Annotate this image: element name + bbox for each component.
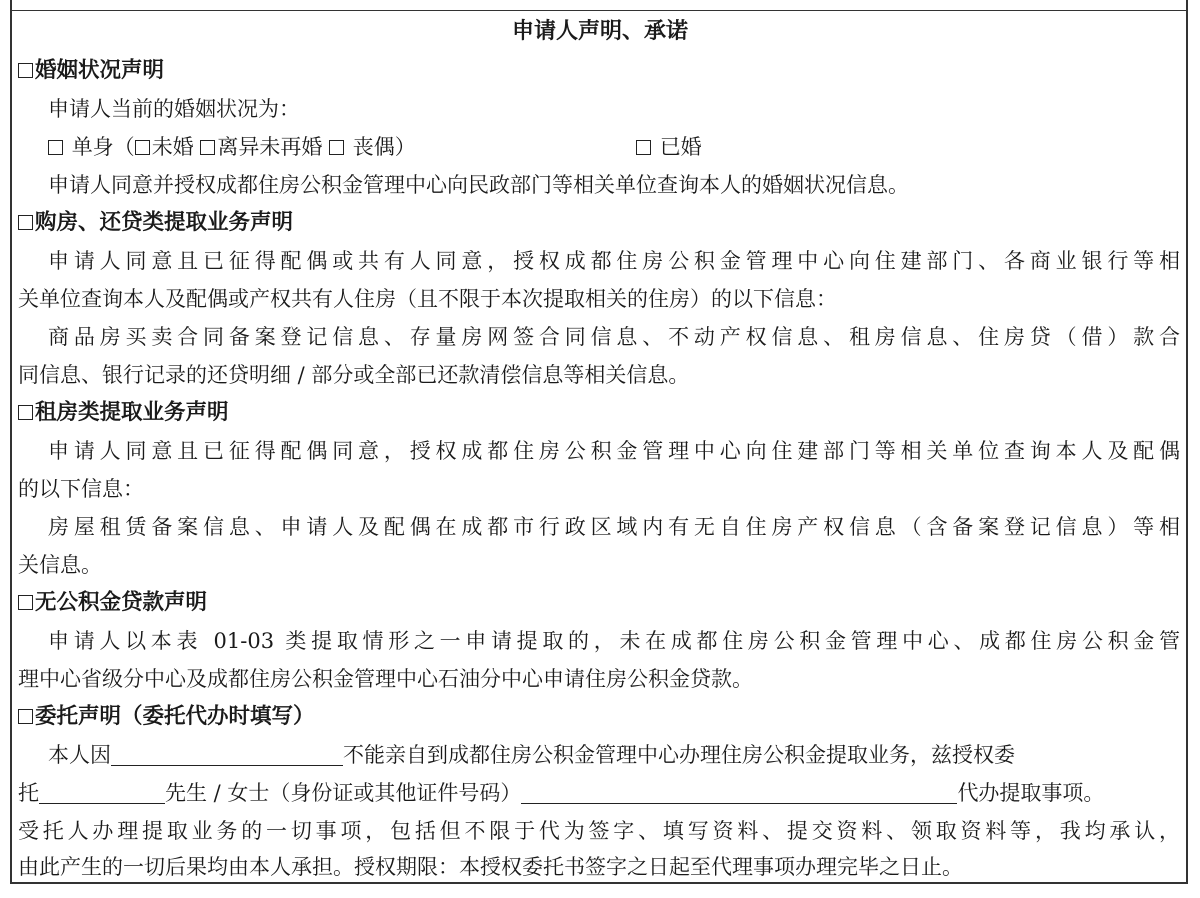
marriage-checkbox[interactable] xyxy=(18,63,33,78)
proxy-entrust-label: 托 xyxy=(18,781,39,805)
proxy-text-3: 受托人办理提取业务的一切事项，包括但不限于代为签字、填写资料、提交资料、领取资料等，我均承认， xyxy=(18,819,1180,843)
purchase-checkbox[interactable] xyxy=(18,215,33,230)
married-checkbox[interactable] xyxy=(636,140,651,155)
proxy-checkbox[interactable] xyxy=(18,709,33,724)
divorced-label: 离异未再婚 xyxy=(217,135,323,159)
marriage-heading: 婚姻状况声明 xyxy=(35,58,165,83)
marriage-options-row xyxy=(48,128,416,166)
noloan-text-1: 申请人以本表 01-03 类提取情形之一申请提取的，未在成都住房公积金管理中心、成都住房公积金管 xyxy=(48,629,1180,653)
unmarried-checkbox[interactable] xyxy=(135,140,150,155)
noloan-heading: 无公积金贷款声明 xyxy=(35,590,208,615)
rental-text-3: 房屋租赁备案信息、申请人及配偶在成都市行政区域内有无自住房产权信息（含备案登记信息）等相 xyxy=(48,515,1180,539)
married-option xyxy=(636,128,702,166)
widowed-checkbox[interactable] xyxy=(329,140,344,155)
section-title: 申请人声明、承诺 xyxy=(511,18,688,44)
noloan-text-2: 理中心省级分中心及成都住房公积金管理中心石油分中心申请住房公积金贷款。 xyxy=(18,667,753,691)
proxy-row-1 xyxy=(48,736,1015,774)
purchase-text-4: 同信息、银行记录的还贷明细 / 部分或全部已还款清偿信息等相关信息。 xyxy=(18,363,690,387)
proxy-matter-text: 代办提取事项。 xyxy=(957,781,1105,805)
reason-blank[interactable] xyxy=(111,739,343,766)
proxy-reason-label: 本人因 xyxy=(48,743,111,767)
rental-text-4: 关信息。 xyxy=(18,553,102,577)
rental-text-1: 申请人同意且已征得配偶同意，授权成都住房公积金管理中心向住建部门等相关单位查询本人及配偶 xyxy=(48,439,1180,463)
noloan-checkbox[interactable] xyxy=(18,595,33,610)
purchase-text-3: 商品房买卖合同备案登记信息、存量房网签合同信息、不动产权信息、租房信息、住房贷（借）款合 xyxy=(48,325,1180,349)
married-label: 已婚 xyxy=(659,135,702,159)
single-checkbox[interactable] xyxy=(48,140,63,155)
purchase-heading: 购房、还贷类提取业务声明 xyxy=(35,210,294,235)
proxy-heading-row xyxy=(18,698,315,736)
noloan-heading-row xyxy=(18,584,207,622)
proxy-text-4: 由此产生的一切后果均由本人承担。授权期限：本授权委托书签字之日起至代理事项办理完毕之日止。 xyxy=(18,855,963,879)
top-divider xyxy=(10,10,1188,11)
rental-text-2: 的以下信息： xyxy=(18,477,144,501)
widowed-label: 丧偶） xyxy=(352,135,416,159)
proxy-heading: 委托声明（委托代办时填写） xyxy=(35,704,315,729)
proxy-id-label: 先生 / 女士（身份证或其他证件号码） xyxy=(165,781,522,805)
agent-name-blank[interactable] xyxy=(39,777,165,804)
marriage-prompt: 申请人当前的婚姻状况为： xyxy=(48,97,300,121)
single-label: 单身（ xyxy=(71,135,135,159)
purchase-text-1: 申请人同意且已征得配偶或共有人同意，授权成都住房公积金管理中心向住建部门、各商业银行等相 xyxy=(48,249,1180,273)
rental-heading: 租房类提取业务声明 xyxy=(35,400,229,425)
rental-checkbox[interactable] xyxy=(18,405,33,420)
purchase-heading-row xyxy=(18,204,293,242)
divorced-checkbox[interactable] xyxy=(200,140,215,155)
unmarried-label: 未婚 xyxy=(151,135,194,159)
purchase-text-2: 关单位查询本人及配偶或产权共有人住房（且不限于本次提取相关的住房）的以下信息： xyxy=(18,287,837,311)
proxy-row-2 xyxy=(18,774,1104,812)
agent-id-blank[interactable] xyxy=(521,777,957,804)
marriage-consent: 申请人同意并授权成都住房公积金管理中心向民政部门等相关单位查询本人的婚姻状况信息。 xyxy=(48,173,909,197)
proxy-authorize-text: 不能亲自到成都住房公积金管理中心办理住房公积金提取业务，兹授权委 xyxy=(343,743,1015,767)
rental-heading-row xyxy=(18,394,229,432)
marriage-heading-row xyxy=(18,52,164,90)
